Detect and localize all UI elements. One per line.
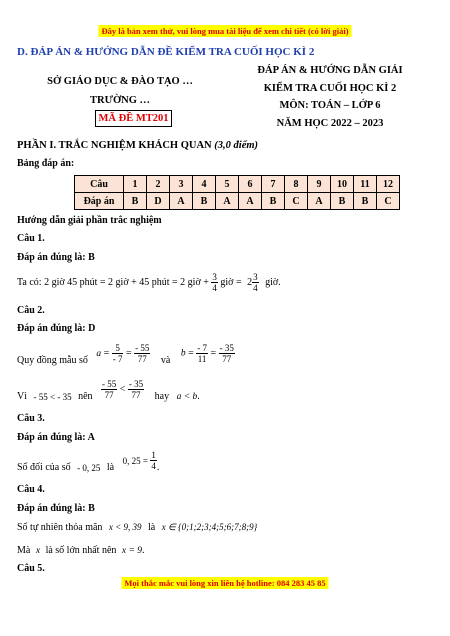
q1-fraction [211,272,218,293]
q1-text-b: giờ = [220,277,242,288]
question-number: 11 [354,176,377,193]
q4-var: x [35,546,41,556]
school-line: TRƯỜNG … [90,95,150,106]
q2-c-n1: - 55 [102,379,117,389]
question-row [75,176,400,193]
preview-banner: Đây là bản xem thử, vui lòng mua tài liệu để xem chi tiết (có lời giải) [98,25,351,37]
part-title [17,140,258,151]
school-header [20,72,220,110]
answer-cell: C [285,193,308,210]
q2-b-d2: 77 [222,354,232,364]
q3-result: 0, 25 = [122,455,148,466]
q3-solution: Số đối của số - 0, 25 là 0, 25 = $\frac{1}{4}$ . [17,450,160,473]
q4-step1 [17,522,257,533]
answer-cell: C [377,193,400,210]
q3-text-b: là [106,462,115,473]
section-title: D. ĐÁP ÁN & HƯỚNG DẪN ĐỀ KIỂM TRA CUỐI HỌC KÌ 2 [17,46,315,58]
answer-cell: B [193,193,216,210]
q2-a-frac1 [112,343,124,364]
answer-cell: B [262,193,285,210]
q2-c-frac1 [101,379,117,400]
answer-cell: A [216,193,239,210]
q1-mixed-num: 3 [253,272,258,282]
question-number: 12 [377,176,400,193]
q2-step2: Vì - 55 < - 35 nên $\frac{- 55}{77}$ < $\frac{- 35}{77}$ hay a < b. [17,379,200,402]
q1-answer: Đáp án đúng là: B [17,252,95,263]
question-number: 4 [193,176,216,193]
q2-c-n2: - 35 [128,379,144,389]
answer-cell: D [147,193,170,210]
exam-header-line-4: NĂM HỌC 2022 – 2023 [276,117,384,129]
q2-text-b: và [160,355,171,366]
question-number: 9 [308,176,331,193]
q5-label: Câu 5. [17,563,45,574]
q1-mixed-fraction [252,272,259,293]
exam-code-box: MÃ ĐỀ MT201 [95,110,172,127]
q2-text-e: hay [154,391,170,402]
exam-header-line-3: MÔN: TOÁN – LỚP 6 [279,100,381,111]
q4-result: x = 9 [121,546,143,556]
answer-cell: B [354,193,377,210]
q1-text-c: giờ. [265,277,281,288]
question-number: 3 [170,176,193,193]
answer-row-label: Đáp án [75,193,124,210]
question-number: 5 [216,176,239,193]
question-number: 6 [239,176,262,193]
q2-b-frac2 [219,343,235,364]
q1-text-a: Ta có: 2 giờ 45 phút = 2 giờ + 45 phút = 2 giờ + [17,277,209,288]
q4-text-d: là số lớn nhất nên [45,545,117,556]
department-line: SỞ GIÁO DỤC & ĐÀO TẠO … [47,76,193,87]
question-number: 10 [331,176,354,193]
q1-mixed-den: 4 [253,283,258,293]
hotline-banner: Mọi thắc mắc vui lòng xin liên hệ hotline: 084 283 45 85 [121,577,328,589]
q2-answer: Đáp án đúng là: D [17,323,96,334]
q1-label: Câu 1. [17,233,45,244]
q4-text-b: là [148,522,156,533]
q2-b-n2: - 35 [219,343,234,353]
question-number: 2 [147,176,170,193]
q4-text-c: Mà [17,545,31,556]
answer-cell: A [239,193,262,210]
q2-label: Câu 2. [17,305,45,316]
exam-header [230,62,430,132]
q2-a-var: a [96,348,102,359]
q3-text-a: Số đối của số [17,462,71,473]
q2-c-d1: 77 [104,390,114,400]
q2-b-d1: 11 [197,354,207,364]
question-number: 8 [285,176,308,193]
question-number: 7 [262,176,285,193]
exam-header-line-2: KIỂM TRA CUỐI HỌC KÌ 2 [263,82,397,94]
q2-b-frac1 [196,343,208,364]
q2-text-d: nên [78,391,93,402]
q3-frac-num: 1 [151,450,156,460]
q2-a-n2: - 55 [135,343,150,353]
q2-a-n1: 5 [112,343,124,354]
q2-a-d2: 77 [137,354,147,364]
part-score-note: (3,0 điểm) [214,140,259,151]
answer-cell: B [331,193,354,210]
q4-set: x ∈ {0;1;2;3;4;5;6;7;8;9} [161,522,258,532]
answer-key-label: Bảng đáp án: [17,158,75,169]
q3-frac-den: 4 [151,461,156,471]
q4-step2: Mà x là số lớn nhất nên x = 9. [17,545,145,556]
q2-conclusion: a < b [176,391,198,402]
answer-cell: A [170,193,193,210]
q2-text-c: Vì [17,391,27,402]
q3-label: Câu 3. [17,413,45,424]
q2-b-var: b [180,348,186,359]
q2-text-a: Quy đồng mẫu số [17,355,88,366]
answer-cell: B [124,193,147,210]
answer-table [74,175,400,210]
q1-frac-num: 3 [212,272,217,282]
guide-label: Hướng dẫn giải phần trắc nghiệm [17,215,162,226]
answer-cell: A [308,193,331,210]
q3-value: - 0, 25 [77,462,101,473]
q3-answer: Đáp án đúng là: A [17,432,95,443]
q2-c-d2: 77 [131,390,141,400]
q1-solution [17,272,281,293]
q2-a-frac2 [134,343,150,364]
part-title-text: PHẦN I. TRẮC NGHIỆM KHÁCH QUAN [17,140,215,151]
q2-b-n1: - 7 [197,343,207,353]
question-row-label: Câu [75,176,124,193]
q2-c-frac2 [128,379,144,400]
answer-row [75,193,400,210]
q2-step1: Quy đồng mẫu số a = $\frac{5}{- 7}$ = $\frac{- 55}{77}$ và b = $\frac{- 7}{11}$ = $\frac{- 35}{77}$ [17,343,234,366]
q2-inequality: - 55 < - 35 [33,391,72,402]
q1-mixed-whole: 2 [247,277,253,288]
question-number: 1 [124,176,147,193]
q4-answer: Đáp án đúng là: B [17,503,95,514]
q4-label: Câu 4. [17,484,45,495]
exam-header-line-1: ĐÁP ÁN & HƯỚNG DẪN GIẢI [257,65,403,76]
q2-a-d1: - 7 [112,354,123,364]
q4-text-a: Số tự nhiên thỏa mãn [17,522,103,533]
q1-frac-den: 4 [212,283,217,293]
q4-condition: x < 9, 39 [108,522,142,532]
